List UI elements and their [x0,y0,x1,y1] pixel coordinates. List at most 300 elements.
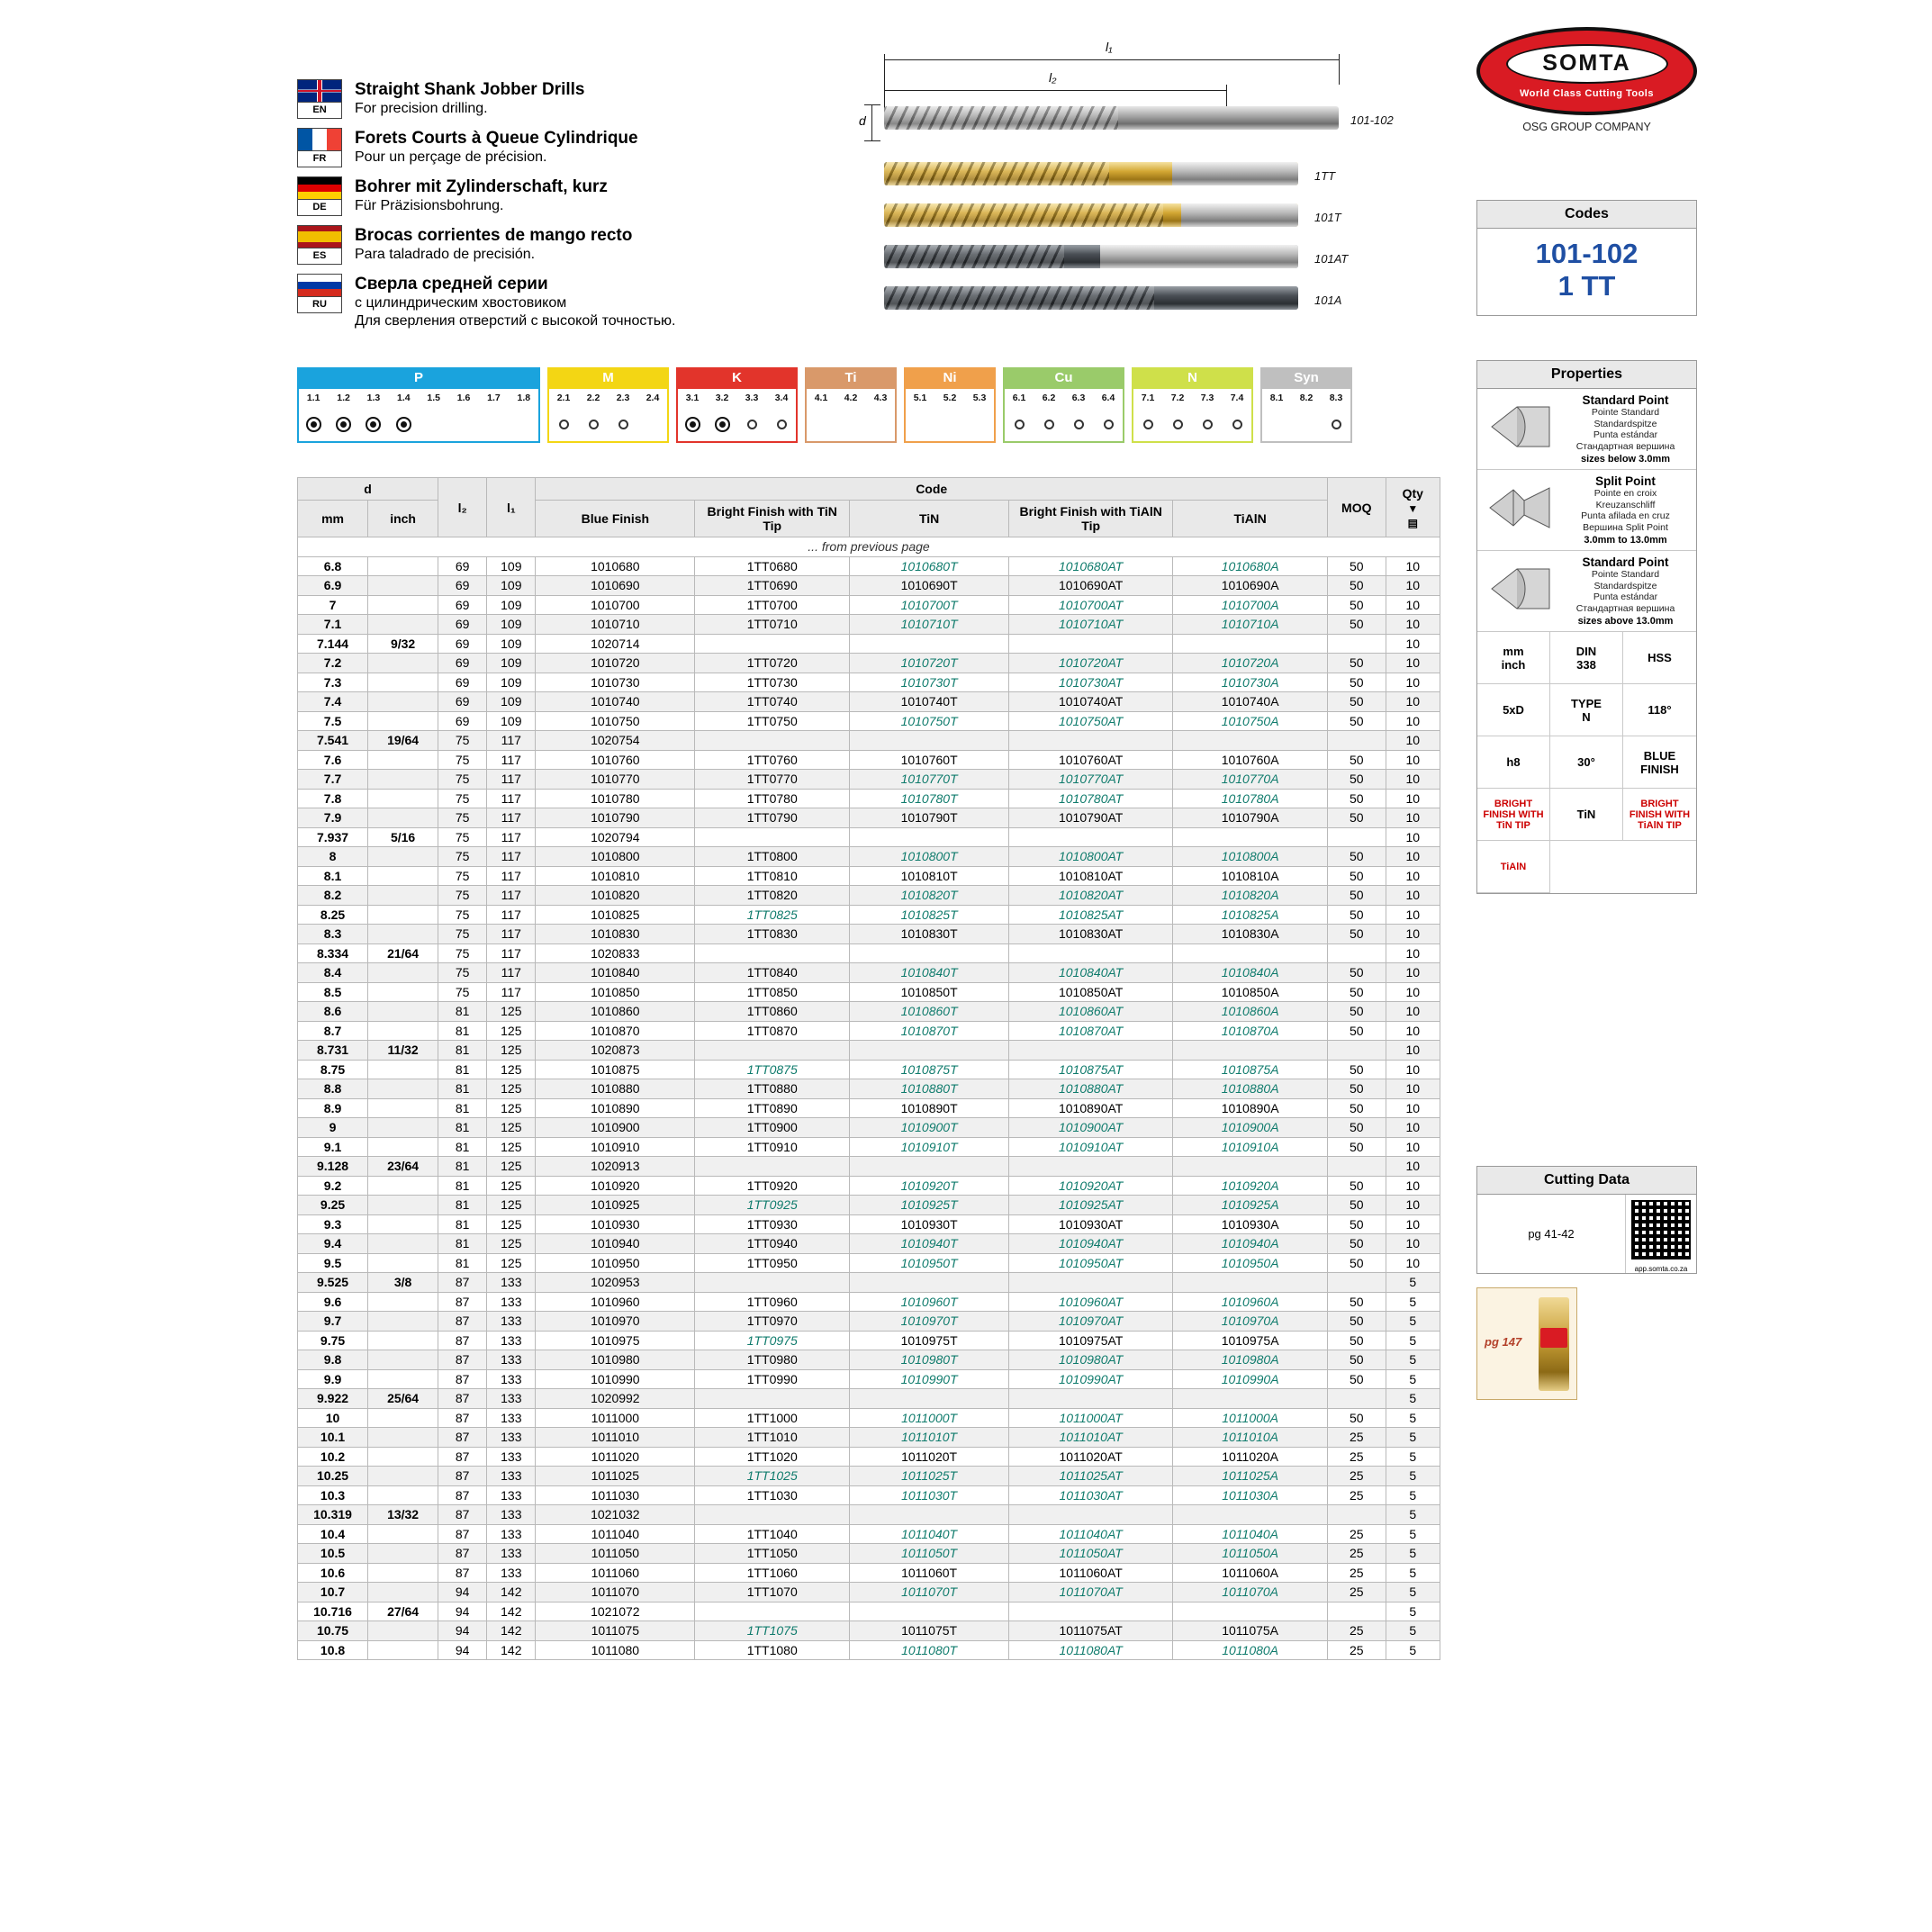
table-row [298,982,1440,1002]
table-row [298,692,1440,712]
cell-blue-finish: 1021072 [536,1602,695,1621]
cell-inch [368,673,438,692]
cell-qty: 5 [1386,1524,1440,1544]
material-name: N [1132,367,1253,389]
cell-tialn [1173,1041,1328,1061]
cell-bright-tin-tip: 1TT0875 [695,1060,850,1079]
cell-inch [368,1408,438,1428]
cell-tin: 1010880T [850,1079,1009,1099]
flag-en-icon: EN [297,79,344,119]
cell-l1: 109 [487,576,536,596]
cell-qty: 10 [1386,1176,1440,1196]
cell-qty: 10 [1386,1157,1440,1177]
cell-inch [368,925,438,944]
rating-dot-filled [401,421,407,428]
material-group-ni [904,367,996,443]
drill-illustration-1tt [884,162,1298,185]
material-cell-4.1 [807,389,836,441]
material-group-p [297,367,540,443]
cell-inch [368,1428,438,1448]
cell-inch: 23/64 [368,1157,438,1177]
material-cell-3.4 [767,389,796,441]
cell-moq [1328,1041,1386,1061]
cell-l1: 125 [487,1234,536,1254]
cell-tialn: 1010820A [1173,886,1328,906]
cell-mm: 9.8 [298,1350,368,1370]
cell-tin [850,943,1009,963]
spec-line-1: h8 [1506,755,1521,769]
cell-bright-tin-tip: 1TT1020 [695,1447,850,1467]
cell-mm: 8.6 [298,1002,368,1022]
cell-bright-tin-tip: 1TT1000 [695,1408,850,1428]
cell-mm: 8.731 [298,1041,368,1061]
cell-bright-tin-tip: 1TT0940 [695,1234,850,1254]
qr-code-icon[interactable] [1631,1200,1691,1259]
table-row [298,943,1440,963]
table-row [298,1041,1440,1061]
cell-l1: 117 [487,789,536,808]
cell-moq: 50 [1328,1369,1386,1389]
spec-line-1: BRIGHT FINISH WITH TiAlN TIP [1629,798,1691,831]
spec-line-1: mm [1503,644,1524,658]
cell-moq: 25 [1328,1583,1386,1602]
cell-moq: 50 [1328,1196,1386,1215]
promo-box[interactable] [1476,1287,1577,1400]
cell-l2: 81 [438,1214,487,1234]
cell-l1: 142 [487,1583,536,1602]
cell-moq: 50 [1328,1331,1386,1350]
language-subtitle: Pour un perçage de précision. [355,149,547,165]
cell-moq: 50 [1328,1079,1386,1099]
cell-tin: 1010850T [850,982,1009,1002]
cell-bright-tialn-tip: 1010770AT [1009,770,1173,790]
cell-moq: 50 [1328,1253,1386,1273]
material-cell-7.4 [1223,389,1251,441]
material-cell-3.2 [708,389,737,441]
cell-moq [1328,1602,1386,1621]
cell-l2: 75 [438,827,487,847]
spec-cell-hss [1623,632,1696,684]
material-cell-2.2 [579,389,609,441]
cell-blue-finish: 1020833 [536,943,695,963]
cell-moq: 50 [1328,1118,1386,1138]
cell-inch [368,1234,438,1254]
cell-inch [368,1369,438,1389]
cell-inch [368,1621,438,1641]
cell-mm: 8.4 [298,963,368,983]
spec-cell-bright-finish-with-tialn-tip [1623,789,1696,841]
language-title: Brocas corrientes de mango recto [355,226,633,245]
cell-tin: 1010730T [850,673,1009,692]
cell-mm: 7.1 [298,615,368,635]
cell-bright-tialn-tip: 1010925AT [1009,1196,1173,1215]
cell-inch [368,1467,438,1486]
cell-mm: 8.1 [298,866,368,886]
cell-bright-tialn-tip: 1010840AT [1009,963,1173,983]
cell-tin: 1010710T [850,615,1009,635]
cell-bright-tialn-tip: 1010860AT [1009,1002,1173,1022]
cell-bright-tin-tip: 1TT0700 [695,595,850,615]
material-group-ti [805,367,897,443]
cell-qty: 10 [1386,1079,1440,1099]
cell-blue-finish: 1010720 [536,654,695,673]
cell-blue-finish: 1010810 [536,866,695,886]
cell-inch [368,654,438,673]
cell-l1: 133 [487,1292,536,1312]
cell-inch [368,1214,438,1234]
cell-l2: 87 [438,1563,487,1583]
material-code: 3.3 [737,389,766,407]
cell-l2: 87 [438,1389,487,1409]
cell-bright-tialn-tip: 1010975AT [1009,1331,1173,1350]
cell-l1: 133 [487,1312,536,1332]
cell-bright-tin-tip: 1TT0920 [695,1176,850,1196]
cell-bright-tialn-tip: 1010760AT [1009,750,1173,770]
cell-l2: 75 [438,982,487,1002]
cell-blue-finish: 1011060 [536,1563,695,1583]
properties-panel [1476,360,1697,894]
cell-inch [368,1118,438,1138]
cell-bright-tialn-tip: 1010710AT [1009,615,1173,635]
cell-bright-tialn-tip [1009,1273,1173,1293]
cell-qty: 10 [1386,866,1440,886]
cell-tin: 1010870T [850,1021,1009,1041]
cutting-data-title: Cutting Data [1477,1167,1696,1195]
property-translation: Стандартная вершина [1575,602,1675,614]
cell-tialn: 1010940A [1173,1234,1328,1254]
cell-l1: 133 [487,1331,536,1350]
cell-l2: 81 [438,1118,487,1138]
cell-mm: 6.9 [298,576,368,596]
logo-tagline: World Class Cutting Tools [1520,87,1654,99]
cell-inch [368,1060,438,1079]
cell-bright-tialn-tip: 1010740AT [1009,692,1173,712]
cell-blue-finish: 1010950 [536,1253,695,1273]
drill-illustration-101at [884,245,1298,268]
cell-tin: 1010890T [850,1098,1009,1118]
cell-bright-tialn-tip: 1011060AT [1009,1563,1173,1583]
cell-blue-finish: 1010930 [536,1214,695,1234]
cell-mm: 7.2 [298,654,368,673]
table-row [298,1176,1440,1196]
cell-moq: 50 [1328,1312,1386,1332]
table-row [298,1505,1440,1525]
cell-bright-tialn-tip: 1010750AT [1009,711,1173,731]
cell-bright-tin-tip: 1TT0680 [695,556,850,576]
cell-bright-tin-tip: 1TT1030 [695,1485,850,1505]
cell-l2: 87 [438,1350,487,1370]
cell-bright-tialn-tip: 1010990AT [1009,1369,1173,1389]
cell-mm: 10.2 [298,1447,368,1467]
cell-moq: 50 [1328,673,1386,692]
language-title: Forets Courts à Queue Cylindrique [355,129,638,148]
spec-line-1: 118° [1648,703,1672,717]
cell-blue-finish: 1011080 [536,1640,695,1660]
cell-tialn [1173,1157,1328,1177]
cell-l2: 81 [438,1021,487,1041]
cell-tin: 1010750T [850,711,1009,731]
material-cell-5.2 [935,389,965,441]
drill-code-label: 101A [1314,293,1342,307]
cell-bright-tin-tip: 1TT0770 [695,770,850,790]
flag-ru-icon: RU [297,274,344,313]
continuation-row [298,537,1440,557]
cell-blue-finish: 1011050 [536,1544,695,1564]
cell-moq: 50 [1328,595,1386,615]
cell-blue-finish: 1010830 [536,925,695,944]
cell-l1: 142 [487,1640,536,1660]
cell-l1: 133 [487,1447,536,1467]
property-translation: Punta estándar [1593,429,1658,440]
cell-bright-tialn-tip: 1011040AT [1009,1524,1173,1544]
cell-mm: 9.3 [298,1214,368,1234]
cell-inch [368,1098,438,1118]
spec-line-1: HSS [1648,651,1672,664]
cell-l2: 75 [438,808,487,828]
cell-inch [368,750,438,770]
cell-l2: 75 [438,943,487,963]
cell-mm: 8 [298,847,368,867]
cell-tin: 1010760T [850,750,1009,770]
cell-bright-tin-tip [695,1157,850,1177]
cell-l2: 87 [438,1485,487,1505]
cell-l1: 117 [487,905,536,925]
material-cell-1.8 [510,389,538,441]
table-row [298,963,1440,983]
table-row [298,1602,1440,1621]
cell-l1: 125 [487,1137,536,1157]
property-translation: Standardspitze [1593,580,1657,591]
spec-cell-h8 [1477,736,1550,789]
cell-inch [368,1640,438,1660]
cell-mm: 8.8 [298,1079,368,1099]
material-code: 2.4 [638,389,667,407]
cell-l2: 81 [438,1060,487,1079]
rating-dot-open [1015,420,1025,429]
table-row [298,1640,1440,1660]
cell-moq: 50 [1328,886,1386,906]
rating-dot-filled [370,421,376,428]
cell-l1: 117 [487,827,536,847]
cell-inch [368,905,438,925]
cell-tin: 1010920T [850,1176,1009,1196]
table-row [298,1428,1440,1448]
cell-qty: 5 [1386,1640,1440,1660]
material-name: Syn [1260,367,1352,389]
cell-blue-finish: 1010875 [536,1060,695,1079]
material-code: 2.3 [609,389,637,407]
cell-l1: 133 [487,1467,536,1486]
cell-moq: 50 [1328,963,1386,983]
cell-tin: 1010740T [850,692,1009,712]
table-row [298,711,1440,731]
cell-inch [368,595,438,615]
cell-moq [1328,1157,1386,1177]
cell-mm: 8.5 [298,982,368,1002]
cell-l2: 69 [438,576,487,596]
somta-logo [1476,20,1697,137]
cell-mm: 10.319 [298,1505,368,1525]
cell-tialn [1173,1602,1328,1621]
cell-qty: 5 [1386,1331,1440,1350]
cell-tialn: 1011020A [1173,1447,1328,1467]
cell-mm: 9 [298,1118,368,1138]
cell-tin: 1011040T [850,1524,1009,1544]
cell-tin: 1010840T [850,963,1009,983]
cell-mm: 7.937 [298,827,368,847]
cell-qty: 5 [1386,1350,1440,1370]
cell-qty: 5 [1386,1583,1440,1602]
property-translation: Kreuzanschliff [1595,499,1656,510]
language-row-ru [297,274,783,330]
property-translation: Standardspitze [1593,418,1657,429]
cell-bright-tialn-tip: 1010850AT [1009,982,1173,1002]
table-row [298,1118,1440,1138]
cell-l2: 69 [438,711,487,731]
cell-bright-tialn-tip [1009,731,1173,751]
cell-inch [368,1292,438,1312]
cell-moq [1328,1273,1386,1293]
cell-qty: 10 [1386,905,1440,925]
standard-point-icon [1481,403,1558,455]
cell-qty: 5 [1386,1408,1440,1428]
cell-moq: 50 [1328,711,1386,731]
cell-l1: 133 [487,1524,536,1544]
language-subtitle: с цилиндрическим хвостовиком [355,295,567,311]
cell-qty: 10 [1386,673,1440,692]
cell-bright-tin-tip: 1TT0720 [695,654,850,673]
cell-tin: 1010800T [850,847,1009,867]
cell-bright-tin-tip: 1TT0690 [695,576,850,596]
cell-bright-tin-tip: 1TT0780 [695,789,850,808]
cell-blue-finish: 1010860 [536,1002,695,1022]
cell-bright-tialn-tip: 1010720AT [1009,654,1173,673]
cell-qty: 10 [1386,1214,1440,1234]
cell-tin [850,1389,1009,1409]
table-row [298,808,1440,828]
cell-mm: 10 [298,1408,368,1428]
cell-qty: 5 [1386,1485,1440,1505]
flag-de-icon: DE [297,176,344,216]
rating-dot-open [1173,420,1183,429]
property-title: Standard Point [1582,393,1669,407]
cell-blue-finish: 1010730 [536,673,695,692]
language-subtitle: Für Präzisionsbohrung. [355,198,504,213]
drill-diagram [859,27,1440,333]
cell-tialn: 1010975A [1173,1331,1328,1350]
logo-group: OSG GROUP COMPANY [1522,121,1651,133]
cell-l1: 125 [487,1060,536,1079]
cell-tin: 1011075T [850,1621,1009,1641]
cell-qty: 10 [1386,595,1440,615]
cell-tialn: 1010800A [1173,847,1328,867]
material-cell-1.3 [359,389,389,441]
cell-tialn: 1010810A [1173,866,1328,886]
code-value-primary: 101-102 [1535,238,1639,269]
cell-bright-tin-tip: 1TT0740 [695,692,850,712]
cell-qty: 5 [1386,1369,1440,1389]
language-title: Сверла средней серии [355,275,548,293]
cell-bright-tin-tip: 1TT0975 [695,1331,850,1350]
cell-l2: 69 [438,634,487,654]
cell-moq: 50 [1328,1002,1386,1022]
cell-l2: 94 [438,1640,487,1660]
cell-bright-tin-tip: 1TT1040 [695,1524,850,1544]
cell-l2: 75 [438,847,487,867]
cell-qty: 10 [1386,847,1440,867]
col-group-d: d [298,478,438,501]
cell-blue-finish: 1020794 [536,827,695,847]
cell-inch: 21/64 [368,943,438,963]
cell-qty: 10 [1386,634,1440,654]
table-row [298,866,1440,886]
cell-bright-tialn-tip: 1010970AT [1009,1312,1173,1332]
cell-mm: 9.25 [298,1196,368,1215]
rating-dot-open [1143,420,1153,429]
cell-bright-tialn-tip: 1010960AT [1009,1292,1173,1312]
spec-cell-5xd [1477,684,1550,736]
cell-qty: 5 [1386,1467,1440,1486]
drill-illustration-101t [884,203,1298,227]
cell-tin: 1010910T [850,1137,1009,1157]
cell-inch [368,847,438,867]
property-row-1 [1477,470,1696,551]
rating-dot-open [777,420,787,429]
codes-panel [1476,200,1697,316]
cell-l1: 125 [487,1214,536,1234]
cell-l1: 109 [487,692,536,712]
cell-l2: 87 [438,1544,487,1564]
cell-tialn: 1011040A [1173,1524,1328,1544]
material-code: 1.6 [449,389,478,407]
property-translation: Punta afilada en cruz [1581,510,1670,521]
cell-l1: 125 [487,1021,536,1041]
dim-label-l1: l₁ [1106,40,1113,54]
cell-moq: 50 [1328,808,1386,828]
cell-bright-tin-tip: 1TT0900 [695,1118,850,1138]
table-row [298,556,1440,576]
cell-moq: 50 [1328,982,1386,1002]
material-name: Cu [1003,367,1124,389]
cell-bright-tialn-tip: 1010800AT [1009,847,1173,867]
material-cell-6.2 [1034,389,1064,441]
cell-l2: 75 [438,963,487,983]
cell-mm: 7.7 [298,770,368,790]
cell-moq: 25 [1328,1544,1386,1564]
property-translation: Вершина Split Point [1583,521,1668,533]
cell-inch [368,1485,438,1505]
material-name: M [547,367,669,389]
table-row [298,1273,1440,1293]
cell-l2: 69 [438,654,487,673]
cell-qty: 10 [1386,1002,1440,1022]
cell-l1: 117 [487,943,536,963]
cell-qty: 10 [1386,1137,1440,1157]
cell-tialn [1173,634,1328,654]
cell-blue-finish: 1010770 [536,770,695,790]
property-translation: Pointe en croix [1593,488,1657,499]
cell-blue-finish: 1011025 [536,1467,695,1486]
cell-qty: 5 [1386,1389,1440,1409]
cell-bright-tialn-tip: 1010810AT [1009,866,1173,886]
material-code: 4.2 [836,389,865,407]
cell-bright-tin-tip: 1TT0990 [695,1369,850,1389]
cell-tialn: 1010970A [1173,1312,1328,1332]
cell-bright-tin-tip [695,1389,850,1409]
cell-inch [368,1312,438,1332]
cell-tialn: 1011070A [1173,1583,1328,1602]
material-cell-2.4 [638,389,667,441]
